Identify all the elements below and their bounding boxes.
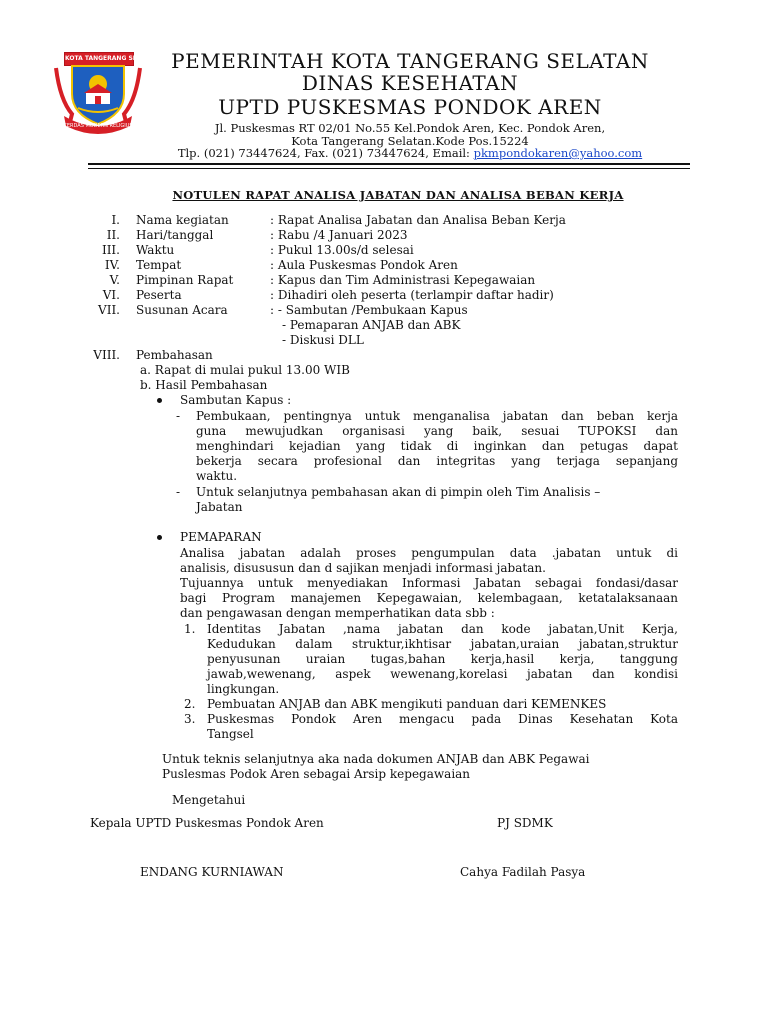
sambutan-text-line: guna mewujudkan organisasi yang baik, sesuai TUPOKSI dan xyxy=(196,424,678,438)
numbered-text-line: lingkungan. xyxy=(207,682,280,696)
logo-banner-text: KOTA TANGERANG SELATAN xyxy=(64,52,134,66)
numbered-text-line: penyusunan uraian tugas,bahan kerja,hasil kerja, tanggung xyxy=(207,652,678,666)
dash-marker: - xyxy=(176,485,181,499)
pemaparan-text-line: analisis, disususun dan d sajikan menjadi informasi jabatan. xyxy=(180,561,546,575)
numbered-marker: 3. xyxy=(184,712,196,726)
numbered-text-line: Puskesmas Pondok Aren mengacu pada Dinas Kesehatan Kota xyxy=(207,712,678,726)
info-value: : Dihadiri oleh peserta (terlampir daftar hadir) xyxy=(270,288,554,302)
letterhead-rule-thin xyxy=(88,168,690,169)
info-value: : Aula Puskesmas Pondok Aren xyxy=(270,258,458,272)
contact-prefix: Tlp. (021) 73447624, Fax. (021) 73447624, Email: xyxy=(177,146,474,160)
info-value: : Rabu /4 Januari 2023 xyxy=(270,228,408,242)
right-signatory-title: PJ SDMK xyxy=(497,816,553,830)
info-label: Peserta xyxy=(136,288,182,302)
info-value: : Rapat Analisa Jabatan dan Analisa Beban Kerja xyxy=(270,213,566,227)
sambutan-text-line: menghindari kejadian yang tidak di inginkan dan petugas dapat xyxy=(196,439,678,453)
bullet-icon xyxy=(157,535,162,540)
sambutan-text-line: Untuk selanjutnya pembahasan akan di pimpin oleh Tim Analisis – xyxy=(196,485,601,499)
info-label: Susunan Acara xyxy=(136,303,228,317)
agenda-item: - Pemaparan ANJAB dan ABK xyxy=(282,318,461,332)
info-number: II. xyxy=(106,228,120,242)
info-value: : - Sambutan /Pembukaan Kapus xyxy=(270,303,468,317)
pemaparan-text-line: dan pengawasan dengan memperhatikan data sbb : xyxy=(180,606,495,620)
numbered-marker: 1. xyxy=(184,622,196,636)
pemaparan-text-line: bagi Program manajemen Kepegawaian, kelembagaan, ketatalaksanaan xyxy=(180,591,678,605)
org-name-line1: PEMERINTAH KOTA TANGERANG SELATAN xyxy=(171,49,649,73)
address-line2: Kota Tangerang Selatan.Kode Pos.15224 xyxy=(291,134,529,148)
contact-line xyxy=(110,146,710,160)
info-number: VII. xyxy=(98,303,120,317)
document-title: NOTULEN RAPAT ANALISA JABATAN DAN ANALISA BEBAN KERJA xyxy=(172,188,624,202)
discussion-number: VIII. xyxy=(93,348,120,362)
info-number: VI. xyxy=(102,288,120,302)
right-signatory-name: Cahya Fadilah Pasya xyxy=(460,865,586,879)
info-label: Pimpinan Rapat xyxy=(136,273,234,287)
address-line1: Jl. Puskesmas RT 02/01 No.55 Kel.Pondok Aren, Kec. Pondok Aren, xyxy=(214,121,606,135)
dash-marker: - xyxy=(176,409,181,423)
sambutan-text-line: Jabatan xyxy=(196,500,243,514)
agenda-item: - Diskusi DLL xyxy=(282,333,364,347)
info-label: Tempat xyxy=(136,258,182,272)
info-number: V. xyxy=(109,273,120,287)
numbered-text-line: Identitas Jabatan ,nama jabatan dan kode jabatan,Unit Kerja, xyxy=(207,622,678,636)
email-link[interactable]: pkmpondokaren@yahoo.com xyxy=(473,146,643,160)
info-label: Nama kegiatan xyxy=(136,213,229,227)
info-value: : Pukul 13.00s/d selesai xyxy=(270,243,414,257)
left-signatory-name: ENDANG KURNIAWAN xyxy=(140,865,284,879)
org-name-line3: UPTD PUSKESMAS PONDOK AREN xyxy=(218,95,602,119)
org-name-line2: DINAS KESEHATAN xyxy=(301,71,519,95)
info-number: IV. xyxy=(104,258,120,272)
mengetahui-label: Mengetahui xyxy=(172,793,246,807)
left-signatory-title: Kepala UPTD Puskesmas Pondok Aren xyxy=(90,816,324,830)
numbered-marker: 2. xyxy=(184,697,196,711)
info-value: : Kapus dan Tim Administrasi Kepegawaian xyxy=(270,273,536,287)
sambutan-text-line: bekerja secara profesional dan integritas yang terjaga sepanjang xyxy=(196,454,678,468)
numbered-text-line: Pembuatan ANJAB dan ABK mengikuti panduan dari KEMENKES xyxy=(207,697,607,711)
closing-text-line: Untuk teknis selanjutnya aka nada dokumen ANJAB dan ABK Pegawai xyxy=(162,752,590,766)
pemaparan-text-line: Tujuannya untuk menyediakan Informasi Jabatan sebagai fondasi/dasar xyxy=(180,576,678,590)
info-number: I. xyxy=(111,213,120,227)
info-label: Hari/tanggal xyxy=(136,228,214,242)
bullet-icon xyxy=(157,398,162,403)
sambutan-text-line: waktu. xyxy=(196,469,238,483)
discussion-point-a: a. Rapat di mulai pukul 13.00 WIB xyxy=(140,363,350,377)
sambutan-heading: Sambutan Kapus : xyxy=(180,393,292,407)
discussion-label: Pembahasan xyxy=(136,348,213,362)
info-label: Waktu xyxy=(136,243,175,257)
logo-motto-text: CERDAS MODERN RELIGIUS xyxy=(63,123,133,129)
numbered-text-line: Tangsel xyxy=(207,727,254,741)
closing-text-line: Puslesmas Podok Aren sebagai Arsip kepegawaian xyxy=(162,767,471,781)
letterhead-rule-thick xyxy=(88,163,690,165)
numbered-text-line: jawab,wewenang, aspek wewenang,korelasi jabatan dan kondisi xyxy=(207,667,678,681)
sambutan-text-line: Pembukaan, pentingnya untuk menganalisa jabatan dan beban kerja xyxy=(196,409,678,423)
numbered-text-line: Kedudukan dalam struktur,ikhtisar jabatan,uraian jabatan,struktur xyxy=(207,637,678,651)
pemaparan-text-line: Analisa jabatan adalah proses pengumpulan data .jabatan untuk di xyxy=(180,546,678,560)
info-number: III. xyxy=(101,243,120,257)
pemaparan-heading: PEMAPARAN xyxy=(180,530,262,544)
discussion-point-b: b. Hasil Pembahasan xyxy=(140,378,268,392)
